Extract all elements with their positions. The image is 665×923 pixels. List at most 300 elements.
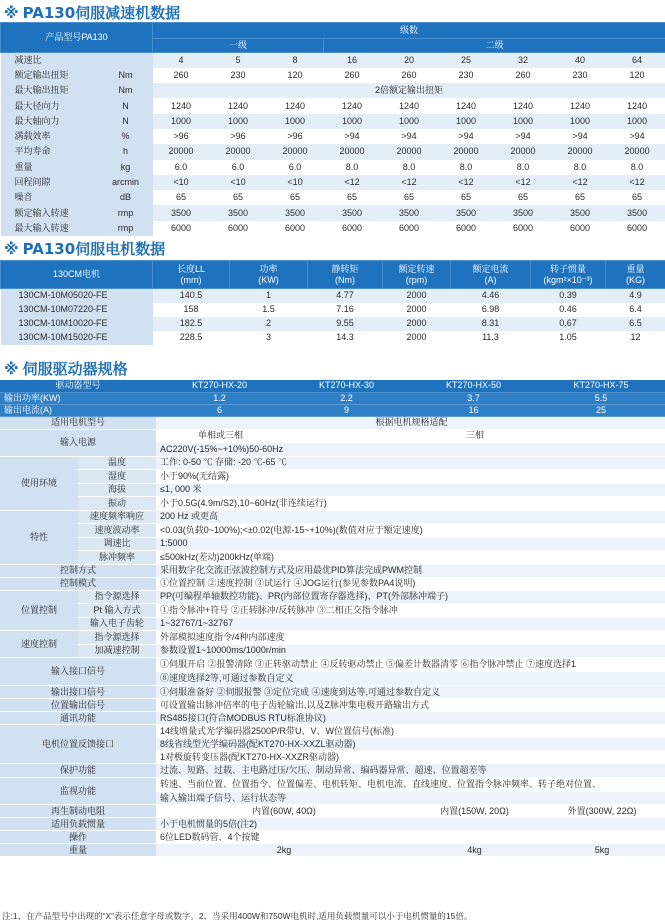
row-label: 最大径向力 — [1, 98, 101, 113]
spec-value: 工作: 0-50 ℃ 存储: -20 ℃-65 ℃ — [156, 456, 665, 470]
spec-value: 小于90%(无结露) — [156, 470, 665, 484]
spec-label: 操作 — [0, 831, 156, 844]
spec-value: 内置(150W, 20Ω) — [410, 805, 537, 818]
spec-value: 小于电机惯量的5倍(注2) — [156, 818, 665, 831]
spec-value: 采用数字化交流正弦波控制方式及应用最优PID算法完成PWM控制 — [156, 564, 665, 577]
cell-value: 6000 — [153, 221, 210, 236]
driver-row — [0, 617, 665, 631]
cell-value: 1000 — [153, 114, 210, 129]
spec-value: 参数设置1~10000ms/1000r/min — [156, 644, 665, 658]
spec-value: 内置(60W, 40Ω) — [156, 805, 410, 818]
spec-value: ①指令脉冲+符号 ②正转脉冲/反转脉冲 ③二相正交指令脉冲 — [156, 604, 665, 618]
cell-value: 6000 — [552, 221, 609, 236]
reducer-table — [0, 22, 665, 236]
cell-value: 260 — [324, 68, 381, 83]
current-value: 16 — [410, 404, 537, 416]
input-power-value: AC220V(-15%~+10%)50-60Hz — [156, 442, 665, 456]
cell-value: 20000 — [552, 144, 609, 159]
cell-value: <12 — [552, 175, 609, 190]
cell-value: >96 — [267, 129, 324, 144]
reducer-row — [1, 68, 665, 83]
row-label: 减速比 — [1, 53, 101, 68]
row-span-value: 2倍额定输出扭矩 — [153, 83, 665, 98]
cell-value: 8.0 — [552, 160, 609, 175]
cell-value: 20000 — [609, 144, 665, 159]
motor-cell: 14.3 — [308, 331, 383, 345]
spec-value: PP(可编程单轴数控功能)、PR(内部位置寄存器选择)、PT(外部脉冲端子) — [156, 590, 665, 604]
spec-label: 位置输出信号 — [0, 699, 156, 712]
cell-value: >94 — [495, 129, 552, 144]
motor-header: 额定电流 (A) — [451, 261, 531, 289]
motor-table — [0, 260, 665, 345]
stage1-label: 一级 — [153, 39, 324, 53]
cell-value: 1240 — [495, 98, 552, 113]
reducer-row — [1, 205, 665, 220]
row-unit: N — [101, 98, 153, 113]
row-unit: Nm — [101, 83, 153, 98]
spec-value: 转速、当前位置、位置指令、位置偏差、电机转矩、电机电流、直线速度、位置指令脉冲频率、转子绝对位置、 — [156, 778, 665, 792]
footnote: 注:1、在产品型号中出现的“X”表示任意字母或数字。2、当采用400W和750W电机时,适用负载惯量可以小于电机惯量的15倍。 — [2, 911, 473, 921]
cell-value: 8 — [267, 53, 324, 68]
cell-value: 8.0 — [609, 160, 665, 175]
cell-value: >96 — [210, 129, 267, 144]
cell-value: <10 — [210, 175, 267, 190]
driver-row — [0, 686, 665, 699]
sub-label: 指令源选择 — [78, 631, 156, 645]
cell-value: 3500 — [324, 205, 381, 220]
spec-value: 1~32767/1~32767 — [156, 617, 665, 631]
sub-label: 速度频率响应 — [78, 510, 156, 524]
cell-value: 65 — [495, 190, 552, 205]
cell-value: 20000 — [438, 144, 495, 159]
spec-value: 4kg — [410, 844, 537, 857]
spec-label: 保护功能 — [0, 764, 156, 778]
stages-label: 级数 — [153, 23, 665, 39]
motor-cell: 3 — [230, 331, 308, 345]
cell-value: 6000 — [381, 221, 438, 236]
cell-value: 230 — [210, 68, 267, 83]
motor-cell: 130CM-10M15020-FE — [1, 331, 153, 345]
spec-value: ①位置控制 ②速度控制 ③试运行 ④JOG运行(参见参数PA4说明) — [156, 577, 665, 590]
spec-label: 通讯功能 — [0, 712, 156, 725]
motor-header: 额定转速 (rpm) — [383, 261, 451, 289]
cell-value: <12 — [609, 175, 665, 190]
driver-row — [0, 497, 665, 511]
reducer-row — [1, 129, 665, 144]
motor-cell: 6.98 — [451, 303, 531, 317]
cell-value: <12 — [438, 175, 495, 190]
spec-value: 200 Hz 或更高 — [156, 510, 665, 524]
cell-value: 1240 — [210, 98, 267, 113]
motor-cell: 2000 — [383, 331, 451, 345]
driver-row — [0, 470, 665, 484]
cell-value: 20000 — [210, 144, 267, 159]
cell-value: 20000 — [324, 144, 381, 159]
motor-row — [1, 289, 665, 303]
cell-value: 65 — [552, 190, 609, 205]
cell-value: 5 — [210, 53, 267, 68]
cell-value: 20000 — [267, 144, 324, 159]
input-single: 单相或三相 — [156, 429, 283, 442]
cell-value: 6000 — [438, 221, 495, 236]
reducer-section-title: ※ PA130伺服减速机数据 — [4, 4, 181, 22]
cell-value: 1000 — [552, 114, 609, 129]
row-label: 平均寿命 — [1, 144, 101, 159]
reducer-row — [1, 83, 665, 98]
spec-value: <0.03(负载0~100%);<±0.02(电源-15~+10%)(数值对应于额定速度) — [156, 524, 665, 538]
motor-cell: 130CM-10M05020-FE — [1, 289, 153, 303]
motor-cell: 6.5 — [606, 317, 665, 331]
sub-label: 海拔 — [78, 483, 156, 497]
cell-value: 1000 — [210, 114, 267, 129]
row-label: 噪音 — [1, 190, 101, 205]
driver-row — [0, 805, 665, 818]
row-label: 额定输出扭矩 — [1, 68, 101, 83]
spec-label: 控制方式 — [0, 564, 156, 577]
driver-model-label: 驱动器型号 — [0, 380, 156, 392]
cell-value: 4 — [153, 53, 210, 68]
driver-row — [0, 604, 665, 618]
row-unit — [101, 53, 153, 68]
motor-cell: 4.9 — [606, 289, 665, 303]
cell-value: 6000 — [495, 221, 552, 236]
driver-row — [0, 577, 665, 590]
cell-value: 6.0 — [267, 160, 324, 175]
spec-value: 外部模拟速度指令/4种内部速度 — [156, 631, 665, 645]
cell-value: 65 — [153, 190, 210, 205]
cell-value: 16 — [324, 53, 381, 68]
row-label: 最大轴向力 — [1, 114, 101, 129]
row-label: 满载效率 — [1, 129, 101, 144]
motor-cell: 7.16 — [308, 303, 383, 317]
motor-type-value: 根据电机规格适配 — [156, 416, 665, 429]
cell-value: 3500 — [210, 205, 267, 220]
cell-value: 1240 — [552, 98, 609, 113]
spec-value: 14线增量式光学编码器2500P/R带U、V、W位置信号(标准) — [156, 725, 665, 738]
driver-model: KT270-HX-50 — [410, 380, 537, 392]
driver-row — [0, 631, 665, 645]
row-label: 回程间隙 — [1, 175, 101, 190]
driver-row — [0, 524, 665, 538]
cell-value: 3500 — [267, 205, 324, 220]
group-label: 速度控制 — [0, 631, 78, 658]
cell-value: <10 — [267, 175, 324, 190]
model-label: 产品型号PA130 — [1, 23, 153, 53]
stage2-label: 二级 — [324, 39, 665, 53]
row-unit: dB — [101, 190, 153, 205]
cell-value: 3500 — [552, 205, 609, 220]
cell-value: 1000 — [324, 114, 381, 129]
sub-label: 指令源选择 — [78, 590, 156, 604]
cell-value: 65 — [324, 190, 381, 205]
cell-value: >94 — [381, 129, 438, 144]
power-value: 5.5 — [537, 392, 665, 404]
reducer-row — [1, 190, 665, 205]
motor-cell: 140.5 — [153, 289, 230, 303]
motor-header: 130CM电机 — [1, 261, 153, 289]
group-label: 位置控制 — [0, 590, 78, 631]
cell-value: 1240 — [324, 98, 381, 113]
spec-value: ≤500kHz(差动)200kHz(单端) — [156, 551, 665, 565]
spec-value: 过流、短路、过载、主电路过压/欠压、制动异常、编码器异常、超速、位置超差等 — [156, 764, 665, 778]
row-unit: rmp — [101, 205, 153, 220]
cell-value: 20000 — [381, 144, 438, 159]
power-value: 1.2 — [156, 392, 283, 404]
cell-value: <12 — [324, 175, 381, 190]
driver-row — [0, 510, 665, 524]
cell-value: 3500 — [381, 205, 438, 220]
sub-label: 调速比 — [78, 537, 156, 551]
driver-row — [0, 764, 665, 778]
reducer-row — [1, 98, 665, 113]
row-label: 最大输出扭矩 — [1, 83, 101, 98]
cell-value: 1240 — [438, 98, 495, 113]
spec-label: 再生制动电阻 — [0, 805, 156, 818]
sub-label: 加减速控制 — [78, 644, 156, 658]
motor-section-title: ※ PA130伺服电机数据 — [4, 240, 166, 258]
reducer-row — [1, 53, 665, 68]
cell-value: 6.0 — [210, 160, 267, 175]
spec-label: 监视功能 — [0, 778, 156, 805]
cell-value: 6000 — [609, 221, 665, 236]
cell-value: 260 — [495, 68, 552, 83]
cell-value: >94 — [552, 129, 609, 144]
cell-value: >94 — [609, 129, 665, 144]
cell-value: 260 — [381, 68, 438, 83]
driver-row — [0, 658, 665, 672]
power-value: 3.7 — [410, 392, 537, 404]
cell-value: 3500 — [495, 205, 552, 220]
cell-value: 20000 — [495, 144, 552, 159]
cell-value: 20 — [381, 53, 438, 68]
cell-value: 120 — [609, 68, 665, 83]
spec-value: 小于0.5G(4.9m/S2),10~60Hz(非连续运行) — [156, 497, 665, 511]
power-label: 输出功率(KW) — [0, 392, 156, 404]
reducer-row — [1, 175, 665, 190]
motor-cell: 0.67 — [531, 317, 606, 331]
cell-value: 6000 — [210, 221, 267, 236]
cell-value: <12 — [381, 175, 438, 190]
spec-value: 8线省线型光学编码器(配KT270-HX-XXZL驱动器) — [156, 738, 665, 751]
spec-label: 输入接口信号 — [0, 658, 156, 686]
spec-value: 外置(300W, 22Ω) — [537, 805, 665, 818]
motor-cell: 1.05 — [531, 331, 606, 345]
power-value: 2.2 — [283, 392, 410, 404]
motor-cell: 1 — [230, 289, 308, 303]
spec-value: ⑧速度选择2等,可通过参数自定义 — [156, 672, 665, 686]
cell-value: 1240 — [609, 98, 665, 113]
motor-cell: 6.4 — [606, 303, 665, 317]
cell-value: 6000 — [267, 221, 324, 236]
spec-value: 1:5000 — [156, 537, 665, 551]
spec-label: 输出接口信号 — [0, 686, 156, 699]
sub-label: 输入电子齿轮 — [78, 617, 156, 631]
spec-label: 重量 — [0, 844, 156, 857]
motor-cell: 2000 — [383, 289, 451, 303]
cell-value: 3500 — [153, 205, 210, 220]
group-label: 使用环境 — [0, 456, 78, 510]
row-unit: N — [101, 114, 153, 129]
motor-row — [1, 331, 665, 345]
cell-value: 230 — [552, 68, 609, 83]
motor-cell: 228.5 — [153, 331, 230, 345]
cell-value: 25 — [438, 53, 495, 68]
motor-cell: 130CM-10M07220-FE — [1, 303, 153, 317]
cell-value: 120 — [267, 68, 324, 83]
cell-value: 65 — [210, 190, 267, 205]
spec-value: 输入输出端子信号、运行状态等 — [156, 792, 665, 805]
driver-row — [0, 699, 665, 712]
spec-value: 6位LED数码管、4个按键 — [156, 831, 665, 844]
reducer-row — [1, 160, 665, 175]
motor-cell: 11.3 — [451, 331, 531, 345]
cell-value: 1000 — [267, 114, 324, 129]
cell-value: 8.0 — [381, 160, 438, 175]
cell-value: 8.0 — [324, 160, 381, 175]
cell-value: 8.0 — [438, 160, 495, 175]
motor-cell: 1.5 — [230, 303, 308, 317]
driver-row — [0, 483, 665, 497]
row-unit: Nm — [101, 68, 153, 83]
cell-value: 1240 — [153, 98, 210, 113]
driver-table — [0, 380, 665, 857]
cell-value: 32 — [495, 53, 552, 68]
driver-row — [0, 590, 665, 604]
motor-cell: 0.39 — [531, 289, 606, 303]
cell-value: 260 — [153, 68, 210, 83]
cell-value: 20000 — [153, 144, 210, 159]
group-label: 特性 — [0, 510, 78, 564]
cell-value: >96 — [153, 129, 210, 144]
driver-row — [0, 456, 665, 470]
driver-row — [0, 778, 665, 792]
reducer-row — [1, 221, 665, 236]
row-unit: kg — [101, 160, 153, 175]
driver-row — [0, 725, 665, 738]
driver-model: KT270-HX-75 — [537, 380, 665, 392]
motor-row — [1, 303, 665, 317]
driver-row — [0, 844, 665, 857]
driver-row — [0, 551, 665, 565]
motor-cell: 4.77 — [308, 289, 383, 303]
sub-label: 脉冲频率 — [78, 551, 156, 565]
cell-value: 65 — [438, 190, 495, 205]
motor-header: 功率 (KW) — [230, 261, 308, 289]
spec-value: 1对极旋转变压器(配KT270-HX-XXZR驱动器) — [156, 751, 665, 764]
row-unit: arcmin — [101, 175, 153, 190]
driver-model: KT270-HX-30 — [283, 380, 410, 392]
current-value: 25 — [537, 404, 665, 416]
driver-row — [0, 644, 665, 658]
row-unit: h — [101, 144, 153, 159]
spec-label: 适用负载惯量 — [0, 818, 156, 831]
cell-value: 1240 — [381, 98, 438, 113]
cell-value: 230 — [438, 68, 495, 83]
row-label: 最大输入转速 — [1, 221, 101, 236]
sub-label: 温度 — [78, 456, 156, 470]
driver-section-title: ※ 伺服驱动器规格 — [4, 360, 128, 378]
cell-value: 6000 — [324, 221, 381, 236]
spec-label: 控制模式 — [0, 577, 156, 590]
cell-value: <10 — [153, 175, 210, 190]
cell-value: 40 — [552, 53, 609, 68]
spec-value: RS485接口(符合MODBUS RTU标准协议) — [156, 712, 665, 725]
reducer-row — [1, 144, 665, 159]
motor-cell: 2000 — [383, 303, 451, 317]
motor-header: 静转矩 (Nm) — [308, 261, 383, 289]
cell-value: >94 — [438, 129, 495, 144]
motor-header: 长度LL (mm) — [153, 261, 230, 289]
driver-row — [0, 818, 665, 831]
motor-cell: 0.46 — [531, 303, 606, 317]
motor-cell: 4.46 — [451, 289, 531, 303]
cell-value: 1000 — [609, 114, 665, 129]
cell-value: 1000 — [381, 114, 438, 129]
motor-type-label: 适用电机型号 — [0, 416, 156, 429]
spec-value: 5kg — [537, 844, 665, 857]
cell-value: >94 — [324, 129, 381, 144]
motor-cell: 158 — [153, 303, 230, 317]
driver-row — [0, 831, 665, 844]
cell-value: 6.0 — [153, 160, 210, 175]
motor-header: 重量 (KG) — [606, 261, 665, 289]
driver-row — [0, 564, 665, 577]
cell-value: 64 — [609, 53, 665, 68]
cell-value: 1000 — [438, 114, 495, 129]
cell-value: 8.0 — [495, 160, 552, 175]
cell-value: 3500 — [438, 205, 495, 220]
spec-value: 2kg — [156, 844, 410, 857]
current-value: 6 — [156, 404, 283, 416]
row-label: 额定输入转速 — [1, 205, 101, 220]
driver-model: KT270-HX-20 — [156, 380, 283, 392]
cell-value: 1240 — [267, 98, 324, 113]
driver-row — [0, 712, 665, 725]
cell-value: 1000 — [495, 114, 552, 129]
motor-cell: 130CM-10M10020-FE — [1, 317, 153, 331]
row-unit: rmp — [101, 221, 153, 236]
row-label: 重量 — [1, 160, 101, 175]
driver-row — [0, 537, 665, 551]
cell-value: 3500 — [609, 205, 665, 220]
motor-cell: 2000 — [383, 317, 451, 331]
motor-header: 转子惯量 (kgm²×10⁻³) — [531, 261, 606, 289]
sub-label: 振动 — [78, 497, 156, 511]
reducer-row — [1, 114, 665, 129]
motor-row — [1, 317, 665, 331]
motor-cell: 12 — [606, 331, 665, 345]
sub-label: Pt 输入方式 — [78, 604, 156, 618]
spec-label: 电机位置反馈接口 — [0, 725, 156, 764]
cell-value: 65 — [267, 190, 324, 205]
current-value: 9 — [283, 404, 410, 416]
input-power-label: 输入电源 — [0, 429, 156, 456]
input-three: 三相 — [283, 429, 665, 442]
sub-label: 湿度 — [78, 470, 156, 484]
spec-value: ≤1, 000 米 — [156, 483, 665, 497]
motor-cell: 2 — [230, 317, 308, 331]
cell-value: <12 — [495, 175, 552, 190]
sub-label: 速度波动率 — [78, 524, 156, 538]
spec-value: ①伺服开启 ②报警清除 ③正转驱动禁止 ④反转驱动禁止 ⑤偏差计数器清零 ⑥指令脉冲禁止 ⑦速度选择1 — [156, 658, 665, 672]
motor-cell: 8.31 — [451, 317, 531, 331]
spec-value: ①伺服准备好 ②伺服报警 ③定位完成 ④速度到达等,可通过参数自定义 — [156, 686, 665, 699]
spec-value: 可设置输出脉冲倍率的电子齿轮输出,以及Z脉冲集电极开路输出方式 — [156, 699, 665, 712]
current-label: 输出电流(A) — [0, 404, 156, 416]
cell-value: 65 — [609, 190, 665, 205]
motor-cell: 9.55 — [308, 317, 383, 331]
cell-value: 65 — [381, 190, 438, 205]
